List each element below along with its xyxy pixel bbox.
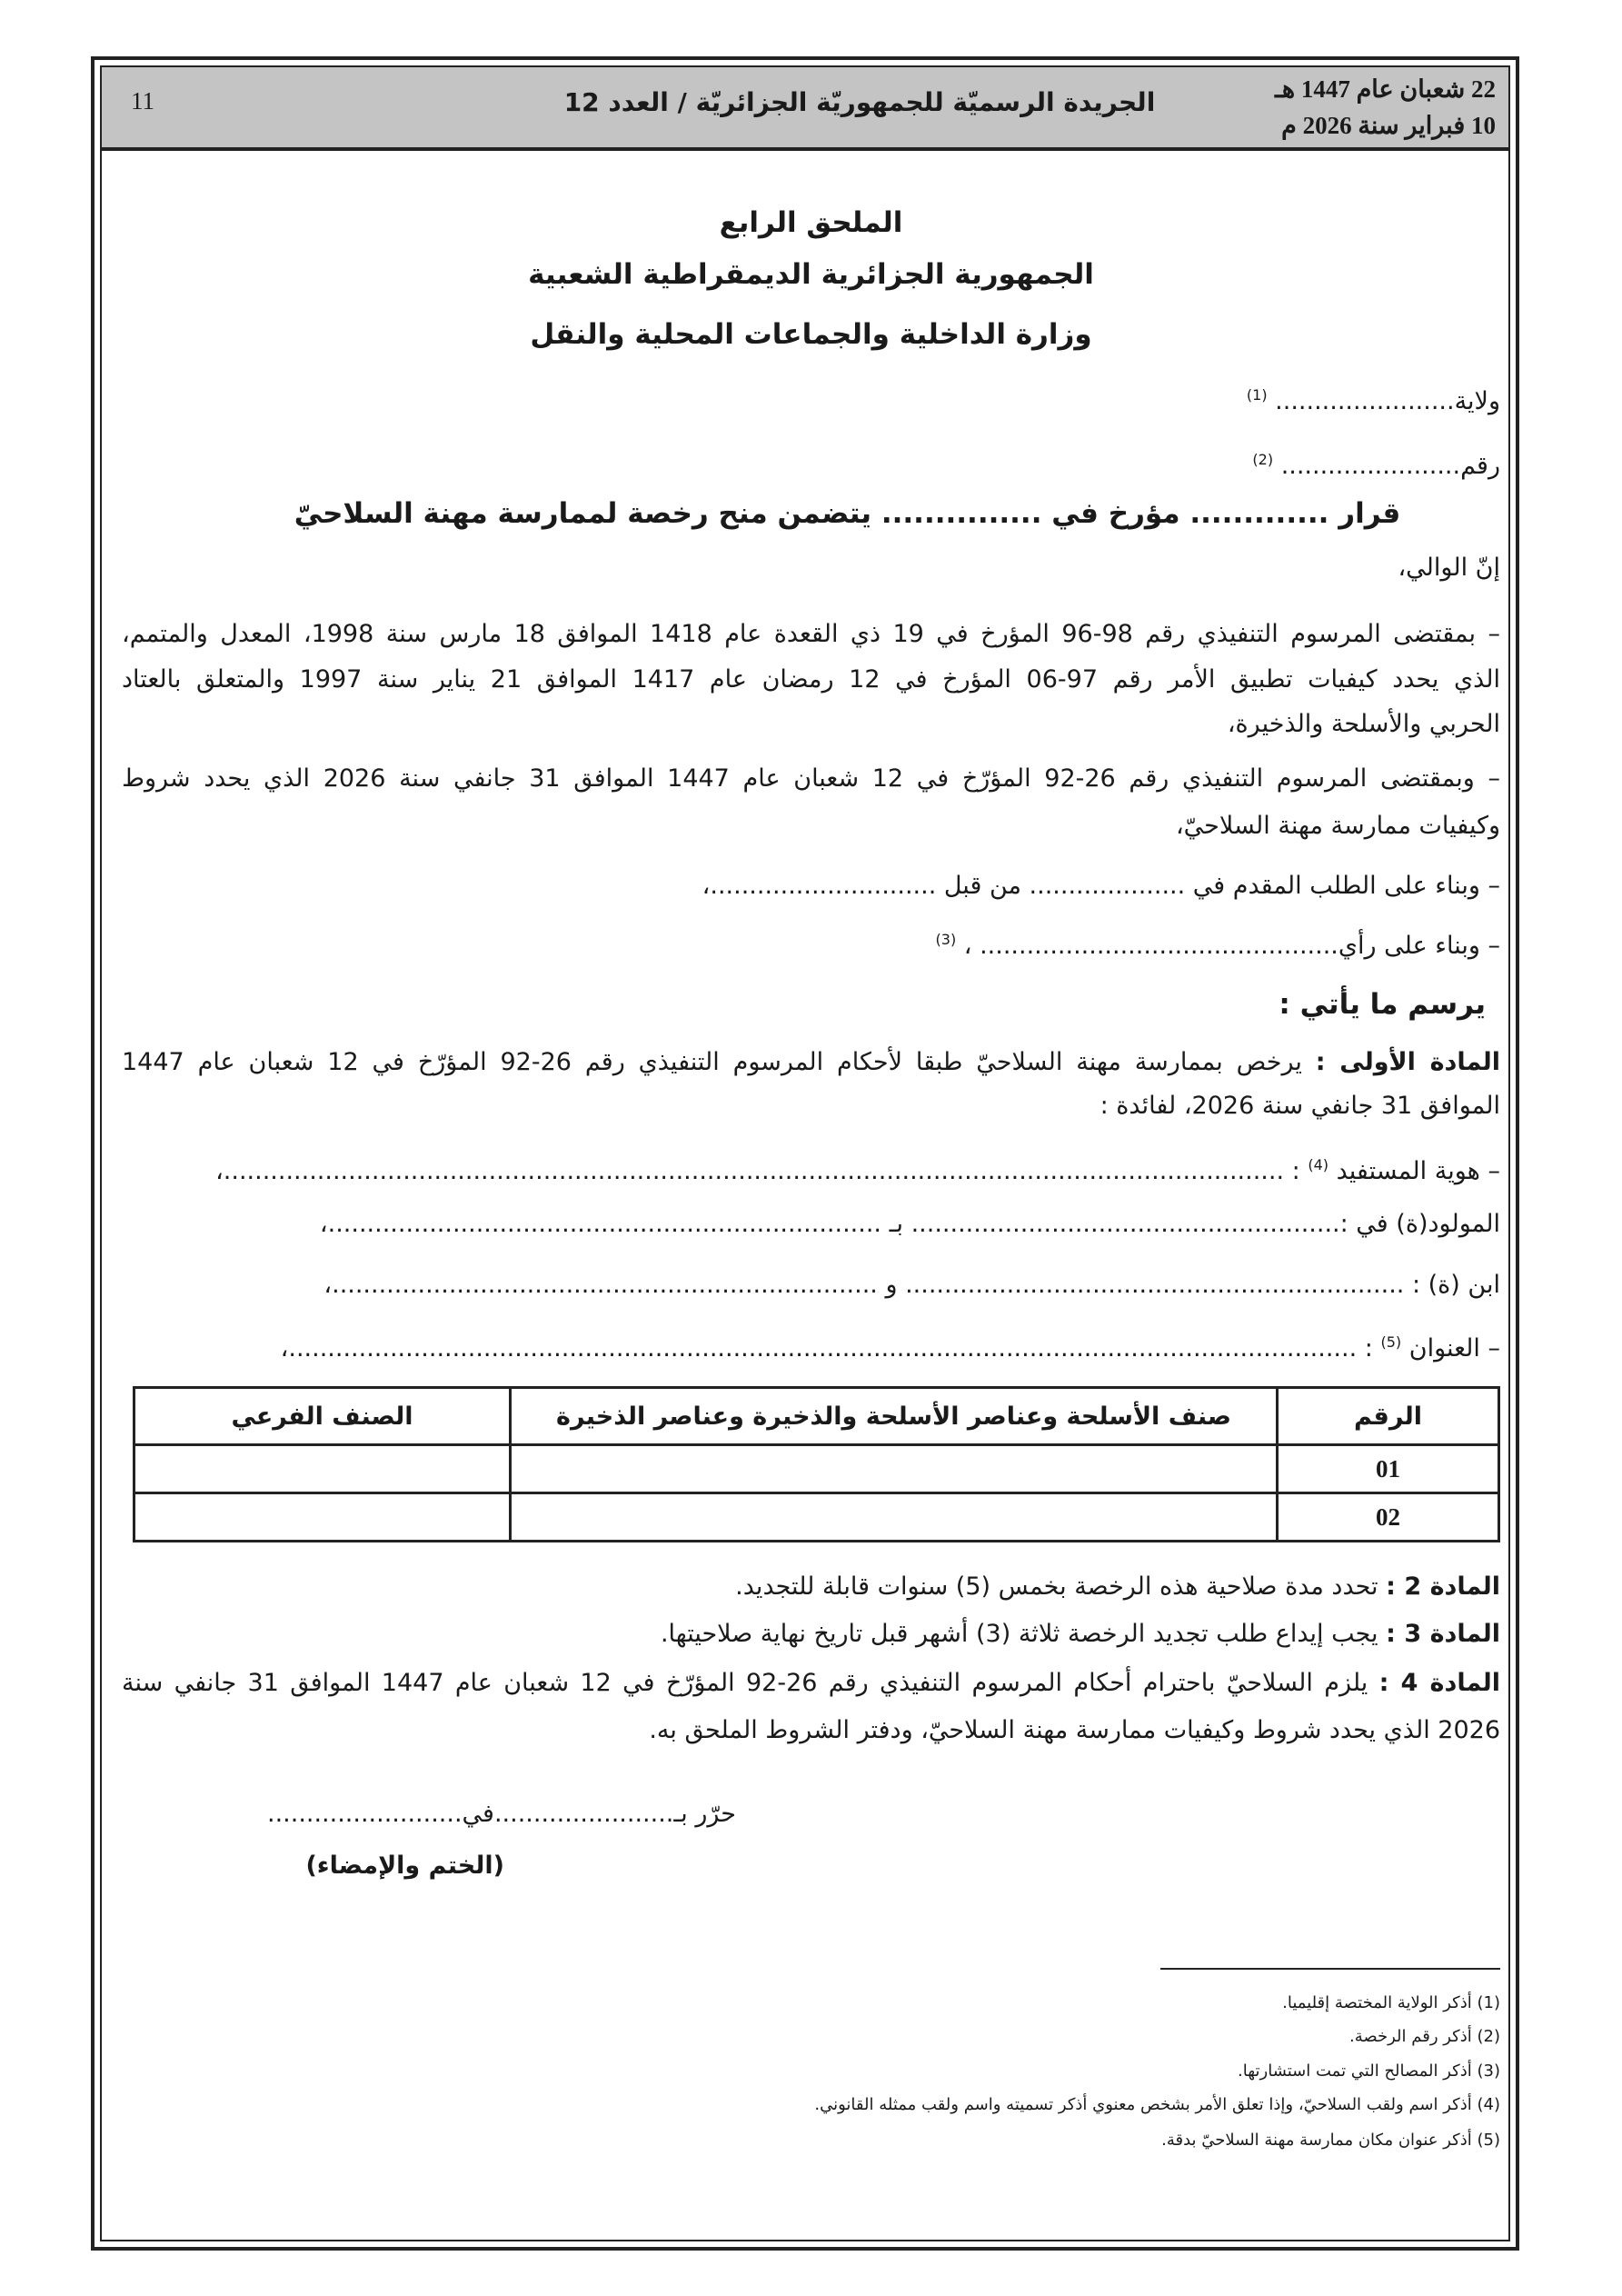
beneficiary-identity	[122, 1147, 1500, 1190]
article4-label: المادة 4 :	[1378, 1669, 1500, 1697]
article2-label: المادة 2 :	[1386, 1572, 1500, 1601]
identity-dots: : ........................................................................................................................................،	[215, 1157, 1300, 1185]
ministry-title: وزارة الداخلية والجماعات المحلية والنقل	[530, 318, 1092, 351]
wilaya-field	[122, 377, 1500, 420]
article4-line2: 2026 الذي يحدد شروط وكيفيات ممارسة مهنة السلاحيّ، ودفتر الشروط الملحق به.	[649, 1716, 1500, 1744]
footnote-ref-5: (5)	[1380, 1333, 1402, 1351]
table-header-row	[134, 1388, 1499, 1445]
done-at: حرّر بـ.......................في.........................	[266, 1800, 736, 1828]
opinion-text: – وبناء على رأي.............................................. ،	[963, 932, 1500, 960]
preamble-para2-line2: وكيفيات ممارسة مهنة السلاحيّ،	[1175, 812, 1500, 840]
number-field	[122, 442, 1500, 484]
footnote-ref-3: (3)	[935, 931, 957, 948]
footnote-ref-4: (4)	[1308, 1156, 1328, 1173]
footnote-2: (2) أذكر رقم الرخصة.	[1349, 2027, 1500, 2046]
article2	[122, 1569, 1500, 1605]
republic-title: الجمهورية الجزائرية الديمقراطية الشعبية	[528, 258, 1094, 291]
preamble-opening: إنّ الوالي،	[1398, 554, 1500, 582]
row-subcategory	[134, 1445, 511, 1493]
article4-line1	[122, 1665, 1500, 1702]
beneficiary-born: المولود(ة) في :....................................................... بـ .......................................................................،	[319, 1210, 1500, 1238]
footnote-3: (3) أذكر المصالح التي تمت استشارتها.	[1238, 2061, 1500, 2081]
footnote-1: (1) أذكر الولاية المختصة إقليميا.	[1282, 1993, 1500, 2012]
preamble-para1-line1: – بمقتضى المرسوم التنفيذي رقم 98-96 المؤرخ في 19 ذي القعدة عام 1418 الموافق 18 مارس سنة 1998، المعدل والمتمم،	[122, 620, 1500, 648]
gregorian-date: 10 فبراير سنة 2026 م	[1281, 112, 1496, 139]
preamble-para2-line1: – وبمقتضى المرسوم التنفيذي رقم 26-92 المؤرّخ في 12 شعبان عام 1447 الموافق 31 جانفي سنة 2026 الذي يحدد شروط	[122, 764, 1500, 793]
col-category-header: صنف الأسلحة وعناصر الأسلحة والذخيرة وعناصر الذخيرة	[511, 1388, 1278, 1445]
table-row	[134, 1445, 1499, 1493]
beneficiary-son-of: ابن (ة) : ................................................................ و ......................................................................،	[323, 1271, 1500, 1299]
article1-label: المادة الأولى :	[1315, 1048, 1500, 1076]
address-dots: : .........................................................................................................................................،	[280, 1334, 1373, 1363]
footnote-ref-1: (1)	[1246, 386, 1268, 404]
article1-line1	[122, 1044, 1500, 1081]
table-row	[134, 1493, 1499, 1542]
article3-text: يجب إيداع طلب تجديد الرخصة ثلاثة (3) أشهر قبل تاريخ نهاية صلاحيتها.	[660, 1620, 1378, 1648]
col-subcategory-header: الصنف الفرعي	[134, 1388, 511, 1445]
number-label: رقم.......................	[1280, 452, 1500, 480]
stamp-signature: (الختم والإمضاء)	[305, 1852, 504, 1880]
hijri-date: 22 شعبان عام 1447 هـ	[1274, 75, 1496, 103]
footnote-4: (4) أذكر اسم ولقب السلاحيّ، وإذا تعلق الأمر بشخص معنوي أذكر تسميته واسم ولقب ممثله القانوني.	[814, 2095, 1500, 2114]
col-number-header: الرقم	[1278, 1388, 1499, 1445]
row-subcategory	[134, 1493, 511, 1542]
address-label: – العنوان	[1408, 1334, 1500, 1363]
row-category	[511, 1445, 1278, 1493]
footnote-ref-2: (2)	[1252, 451, 1274, 468]
beneficiary-address	[122, 1324, 1500, 1367]
article1-line2: الموافق 31 جانفي سنة 2026، لفائدة :	[1100, 1092, 1500, 1120]
preamble-opinion	[122, 922, 1500, 964]
weapons-table	[133, 1386, 1500, 1542]
preamble-para1-line2: الذي يحدد كيفيات تطبيق الأمر رقم 97-06 المؤرخ في 12 رمضان عام 1417 الموافق 21 يناير سنة 1997 والمتعلق بالعتاد	[122, 665, 1500, 694]
article4-text: يلزم السلاحيّ باحترام أحكام المرسوم التنفيذي رقم 26-92 المؤرّخ في 12 شعبان عام 1447 الموافق 31 جانفي سنة	[122, 1669, 1368, 1697]
decision-title: قرار ............. مؤرخ في ............... يتضمن منح رخصة لممارسة مهنة السلاحيّ	[294, 497, 1401, 530]
article3	[122, 1616, 1500, 1652]
decrees-heading: يرسم ما يأتي :	[1279, 988, 1486, 1021]
row-category	[511, 1493, 1278, 1542]
article2-text: تحدد مدة صلاحية هذه الرخصة بخمس (5) سنوات قابلة للتجديد.	[735, 1572, 1378, 1601]
row-number: 01	[1278, 1445, 1499, 1493]
identity-label: – هوية المستفيد	[1336, 1157, 1500, 1185]
row-number: 02	[1278, 1493, 1499, 1542]
wilaya-label: ولاية.......................	[1275, 387, 1500, 415]
footnote-divider	[1160, 1968, 1500, 1970]
article3-label: المادة 3 :	[1386, 1620, 1500, 1648]
preamble-para1-line3: الحربي والأسلحة والذخيرة،	[1227, 710, 1500, 738]
page-number: 11	[131, 87, 154, 115]
article1-text: يرخص بممارسة مهنة السلاحيّ طبقا لأحكام المرسوم التنفيذي رقم 26-92 المؤرّخ في 12 شعبان عام 1447	[122, 1048, 1302, 1076]
journal-header	[102, 67, 1508, 151]
annex-title: الملحق الرابع	[719, 206, 903, 239]
footnote-5: (5) أذكر عنوان مكان ممارسة مهنة السلاحيّ بدقة.	[1161, 2131, 1500, 2150]
journal-title: الجريدة الرسميّة للجمهوريّة الجزائريّة / العدد 12	[563, 87, 1156, 117]
preamble-request: – وبناء على الطلب المقدم في .................... من قبل .............................،	[702, 872, 1500, 900]
